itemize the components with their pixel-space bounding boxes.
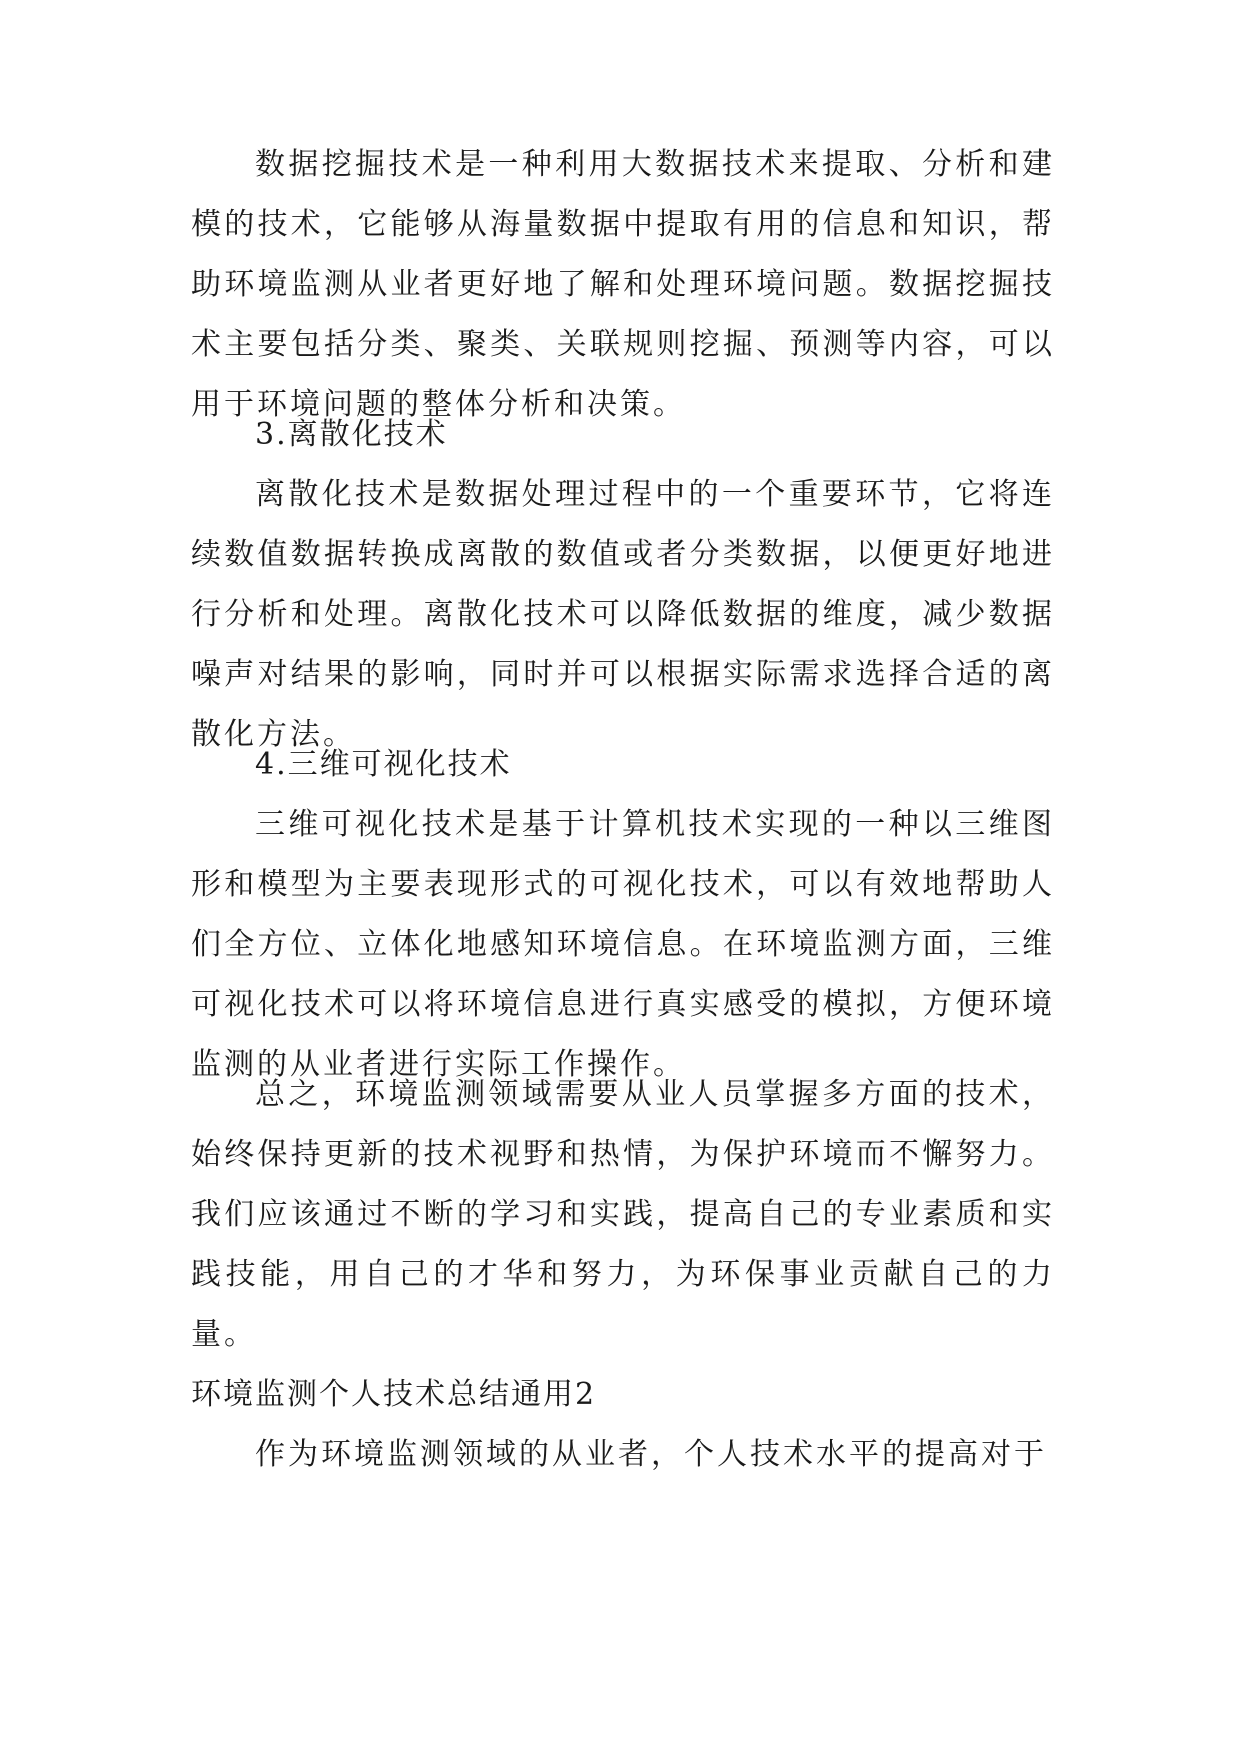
section-title: 环境监测个人技术总结通用2 [191,1377,597,1412]
paragraph-3d-visualization: 三维可视化技术是基于计算机技术实现的一种以三维图形和模型为主要表现形式的可视化技术，可以有效地帮助人们全方位、立体化地感知环境信息。在环境监测方面，三维可视化技术可以将环境信息进行真实感受的模拟，方便环境监测的从业者进行实际工作操作。 [191,807,1055,1082]
heading-3d-visualization: 4.三维可视化技术 [255,747,512,782]
paragraph-summary: 总之，环境监测领域需要从业人员掌握多方面的技术，始终保持更新的技术视野和热情，为保护环境而不懈努力。我们应该通过不断的学习和实践，提高自己的专业素质和实践技能，用自己的才华和努力，为环保事业贡献自己的力量。 [191,1077,1055,1352]
heading-discretization: 3.离散化技术 [255,417,448,452]
paragraph-discretization: 离散化技术是数据处理过程中的一个重要环节，它将连续数值数据转换成离散的数值或者分类数据，以便更好地进行分析和处理。离散化技术可以降低数据的维度，减少数据噪声对结果的影响，同时并可以根据实际需求选择合适的离散化方法。 [191,477,1055,752]
paragraph-data-mining: 数据挖掘技术是一种利用大数据技术来提取、分析和建模的技术，它能够从海量数据中提取有用的信息和知识，帮助环境监测从业者更好地了解和处理环境问题。数据挖掘技术主要包括分类、聚类、关联规则挖掘、预测等内容，可以用于环境问题的整体分析和决策。 [191,147,1055,422]
paragraph-intro: 作为环境监测领域的从业者，个人技术水平的提高对于 [255,1437,1047,1472]
